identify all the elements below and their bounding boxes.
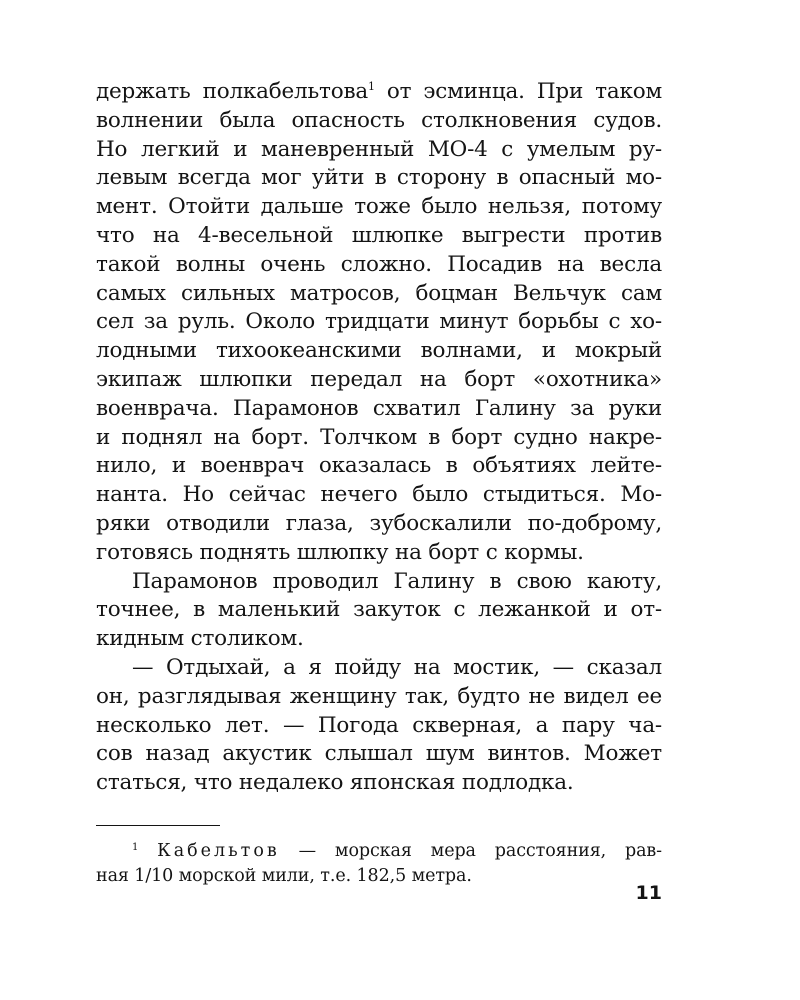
text-line: он, разглядывая женщину так, будто не видел ее — [96, 683, 662, 709]
text-line: военврача. Парамонов схватил Галину за руки — [96, 395, 662, 421]
footnote-term: Кабельтов — [157, 840, 280, 861]
footnote-mark: 1 — [132, 841, 139, 853]
text-line: мент. Отойти дальше тоже было нельзя, потому — [96, 194, 662, 220]
text-line: что на 4-весельной шлюпке выгрести против — [96, 222, 662, 248]
paragraph-2 — [96, 568, 662, 654]
main-text — [96, 78, 662, 798]
footnote-reference[interactable]: 1 — [367, 80, 375, 93]
text-line: ряки отводили глаза, зубоскалили по-доброму, — [96, 510, 662, 536]
text-line: и поднял на борт. Толчком в борт судно накре- — [96, 424, 662, 450]
text-line: несколько лет. — Погода скверная, а пару ча- — [96, 712, 662, 738]
text-line: волнении была опасность столкновения судов. — [96, 107, 662, 133]
footnote-line: ная 1/10 морской мили, т.е. 182,5 метра. — [96, 865, 472, 886]
text-fragment: от эсминца. При таком — [374, 79, 662, 104]
text-line: нанта. Но сейчас нечего было стыдиться. Мо- — [96, 482, 662, 508]
book-page — [96, 78, 662, 889]
text-line: сов назад акустик слышал шум винтов. Может — [96, 741, 662, 767]
text-line: сел за руль. Около тридцати минут борьбы с хо- — [96, 309, 662, 335]
text-line: лодными тихоокеанскими волнами, и мокрый — [96, 338, 662, 364]
text-line: кидным столиком. — [96, 626, 304, 652]
text-line: Парамонов проводил Галину в свою каюту, — [132, 568, 662, 594]
paragraph-1 — [96, 78, 662, 568]
text-line: самых сильных матросов, боцман Вельчук сам — [96, 280, 662, 306]
page-number: 11 — [635, 882, 662, 904]
text-line: точнее, в маленький закуток с лежанкой и от- — [96, 597, 662, 623]
text-line: такой волны очень сложно. Посадив на весла — [96, 251, 662, 277]
footnote-divider — [96, 825, 220, 826]
paragraph-3 — [96, 654, 662, 798]
text-line: левым всегда мог уйти в сторону в опасный мо- — [96, 165, 662, 191]
text-line: экипаж шлюпки передал на борт «охотника» — [96, 366, 662, 392]
text-line: — Отдыхай, а я пойду на мостик, — сказал — [132, 654, 662, 680]
footnote-text: — морская мера расстояния, рав- — [279, 840, 662, 861]
text-line: готовясь поднять шлюпку на борт с кормы. — [96, 539, 584, 565]
text-fragment: держать полкабельтова — [96, 79, 368, 104]
footnote-line — [96, 839, 662, 864]
text-line: Но легкий и маневренный МО-4 с умелым ру- — [96, 136, 662, 162]
text-line: статься, что недалеко японская подлодка. — [96, 770, 574, 796]
text-line: нило, и военврач оказалась в объятиях лейте- — [96, 453, 662, 479]
footnote — [96, 839, 662, 889]
text-line — [96, 78, 662, 107]
